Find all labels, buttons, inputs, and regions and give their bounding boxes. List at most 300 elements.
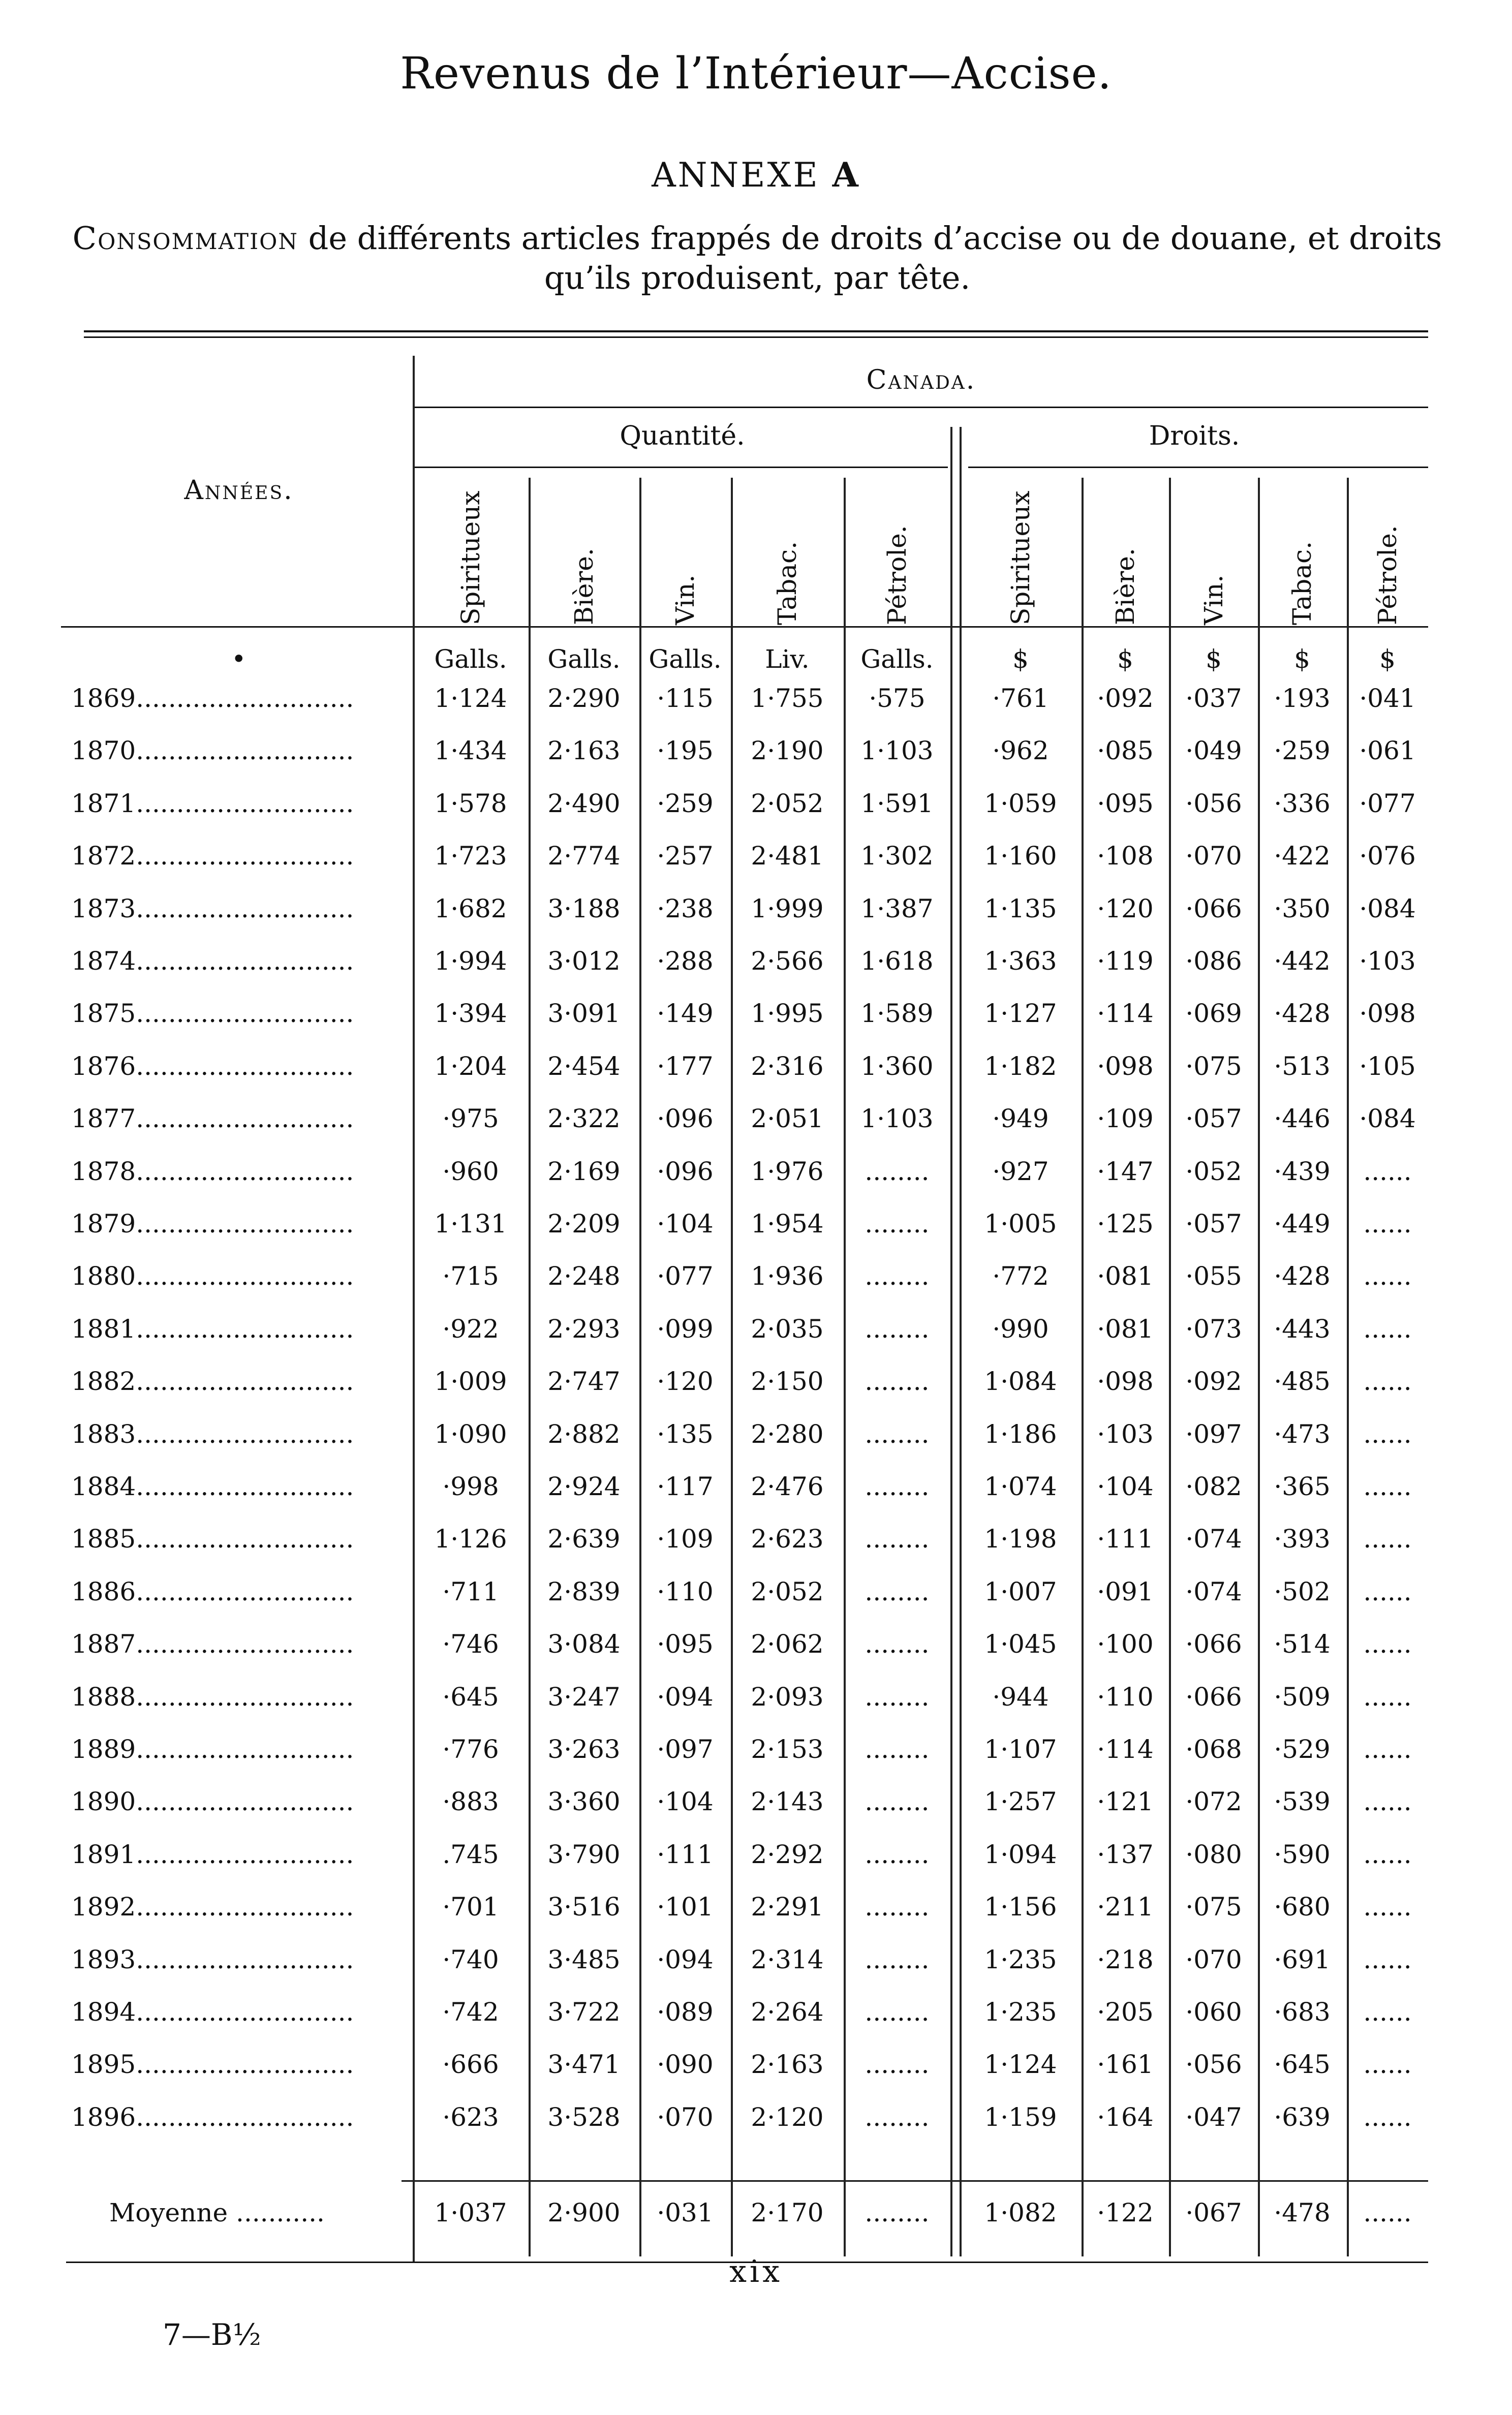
table-cell: ...... (1363, 1629, 1412, 1659)
year-label: 1887 (71, 1629, 136, 1659)
table-cell: 1·045 (984, 1629, 1057, 1659)
table-cell: ...... (1363, 1209, 1412, 1239)
table-cell: 2·623 (751, 1524, 824, 1554)
table-cell: ·639 (1274, 2102, 1331, 2132)
year-leader: ........................... (136, 1735, 354, 1764)
table-cell: 2·143 (751, 1787, 824, 1817)
header-quantity: Quantité. (620, 421, 745, 451)
table-row (0, 1682, 1512, 1735)
top-double-rule (84, 330, 1428, 338)
table-cell: ·998 (442, 1472, 499, 1501)
table-cell: ·091 (1097, 1576, 1154, 1606)
table-cell: 2·292 (751, 1839, 824, 1869)
table-cell: ·055 (1185, 1261, 1242, 1291)
table-cell: ·683 (1274, 1997, 1331, 2027)
table-cell: 1·007 (984, 1576, 1057, 1606)
header-rule-canada (414, 407, 1428, 408)
year-leader: ........................... (136, 1629, 354, 1659)
table-cell: ...... (1363, 1839, 1412, 1869)
table-cell: ·103 (1359, 946, 1416, 976)
table-cell: ·069 (1185, 999, 1242, 1029)
table-cell: ·513 (1274, 1051, 1331, 1081)
annex-heading (0, 155, 1512, 195)
year-cell (71, 1682, 396, 1712)
average-cell: ........ (865, 2198, 930, 2227)
table-cell: ........ (865, 1156, 930, 1186)
table-cell: 2·153 (751, 1735, 824, 1764)
year-cell (71, 789, 396, 818)
year-leader: ........................... (136, 1419, 354, 1449)
table-cell: 3·790 (547, 1839, 621, 1869)
table-cell: ·960 (442, 1156, 499, 1186)
table-cell: ·109 (1097, 1104, 1154, 1134)
table-cell: 1·235 (984, 1997, 1057, 2027)
table-cell: ·085 (1097, 736, 1154, 766)
table-cell: ·761 (992, 684, 1049, 713)
table-cell: ·502 (1274, 1576, 1331, 1606)
average-cell: ·478 (1274, 2198, 1331, 2227)
table-row (0, 1051, 1512, 1104)
table-cell: 1·204 (434, 1051, 507, 1081)
year-leader: ........................... (136, 1314, 354, 1344)
table-cell: ·485 (1274, 1367, 1331, 1397)
table-cell: 2·150 (751, 1367, 824, 1397)
table-cell: 1·159 (984, 2102, 1057, 2132)
table-cell: 1·135 (984, 893, 1057, 923)
table-cell: ·114 (1097, 1735, 1154, 1764)
table-cell: ...... (1363, 1367, 1412, 1397)
table-cell: ........ (865, 1735, 930, 1764)
table-cell: ·094 (657, 1944, 714, 1974)
caption-lead: Consommation (72, 220, 298, 257)
table-cell: ·081 (1097, 1261, 1154, 1291)
table-row (0, 999, 1512, 1051)
table-cell: ...... (1363, 1787, 1412, 1817)
table-cell: ·336 (1274, 788, 1331, 818)
table-cell: ·041 (1359, 684, 1416, 713)
table-cell: ·070 (1185, 841, 1242, 871)
year-leader: ........................... (136, 1156, 354, 1186)
table-cell: 1·976 (751, 1156, 824, 1186)
year-label: 1890 (71, 1787, 136, 1817)
caption-rest: de différents articles frappés de droits d’accise ou de douane, et droits qu’ils produisent, par tête. (298, 220, 1442, 296)
table-cell: ·715 (442, 1261, 499, 1291)
table-cell: ·883 (442, 1787, 499, 1817)
unit-cell: $ (1294, 644, 1310, 674)
table-cell: ........ (865, 1209, 930, 1239)
unit-cell: Galls. (434, 644, 507, 674)
table-cell: 2·291 (751, 1892, 824, 1922)
table-cell: ·104 (1097, 1472, 1154, 1501)
table-row (0, 1840, 1512, 1893)
year-cell (71, 684, 396, 713)
table-cell: ·135 (657, 1419, 714, 1449)
column-header-label: Bière. (569, 548, 599, 625)
table-cell: 1·994 (434, 946, 507, 976)
table-cell: 2·839 (547, 1576, 621, 1606)
page-number: xix (729, 2254, 783, 2289)
table-cell: 2·264 (751, 1997, 824, 2027)
table-cell: ........ (865, 1472, 930, 1501)
column-header-quantity-5 (841, 473, 953, 625)
table-cell: ·645 (1274, 2050, 1331, 2080)
year-leader: ........................... (136, 2102, 354, 2132)
average-cell: ·122 (1097, 2198, 1154, 2227)
table-cell: 3·516 (547, 1892, 621, 1922)
table-cell: 1·387 (860, 893, 934, 923)
table-cell: ·666 (442, 2050, 499, 2080)
table-cell: 2·169 (547, 1156, 621, 1186)
year-label: 1886 (71, 1576, 136, 1606)
unit-cell: Liv. (765, 644, 810, 674)
table-cell: ........ (865, 1314, 930, 1344)
table-row (0, 1524, 1512, 1577)
year-cell (71, 1261, 396, 1291)
table-cell: 1·084 (984, 1367, 1057, 1397)
table-cell: ........ (865, 2050, 930, 2080)
table-row (0, 841, 1512, 894)
table-row (0, 1945, 1512, 1998)
year-label: 1896 (71, 2102, 136, 2132)
table-row (0, 736, 1512, 789)
table-cell: 2·481 (751, 841, 824, 871)
table-cell: ·443 (1274, 1314, 1331, 1344)
table-cell: ·428 (1274, 999, 1331, 1029)
table-cell: ·094 (657, 1682, 714, 1712)
table-cell: ·110 (657, 1576, 714, 1606)
table-cell: ...... (1363, 2050, 1412, 2080)
column-header-label: Spiritueux (456, 490, 485, 625)
table-cell: 1·131 (434, 1209, 507, 1239)
table-cell: ·060 (1185, 1997, 1242, 2027)
table-cell: 1·059 (984, 788, 1057, 818)
year-cell (71, 1735, 396, 1764)
table-cell: ........ (865, 2102, 930, 2132)
table-cell: ·746 (442, 1629, 499, 1659)
table-row (0, 1735, 1512, 1787)
year-label: 1882 (71, 1367, 136, 1397)
table-cell: 3·528 (547, 2102, 621, 2132)
table-cell: ...... (1363, 1997, 1412, 2027)
column-header-label: Pétrole. (1373, 525, 1402, 625)
header-rule-duties (968, 467, 1428, 468)
header-rule-quantity (414, 467, 948, 468)
table-cell: ·238 (657, 893, 714, 923)
year-label: 1888 (71, 1682, 136, 1712)
table-cell: ·082 (1185, 1472, 1242, 1501)
table-cell: ...... (1363, 1314, 1412, 1344)
year-leader: ........................... (136, 788, 354, 818)
table-cell: ·074 (1185, 1576, 1242, 1606)
year-cell (71, 894, 396, 923)
year-cell (71, 2050, 396, 2079)
average-cell: 2·170 (751, 2198, 824, 2227)
table-cell: ...... (1363, 1735, 1412, 1764)
table-cell: 3·247 (547, 1682, 621, 1712)
year-cell (71, 1629, 396, 1659)
table-cell: ·097 (1185, 1419, 1242, 1449)
year-label: 1895 (71, 2050, 136, 2080)
table-cell: ·740 (442, 1944, 499, 1974)
table-cell: ·195 (657, 736, 714, 766)
table-cell: 2·120 (751, 2102, 824, 2132)
table-cell: ·922 (442, 1314, 499, 1344)
table-cell: 2·190 (751, 736, 824, 766)
year-leader: ........................... (136, 999, 354, 1029)
page-title: Revenus de l’Intérieur—Accise. (400, 48, 1112, 99)
table-cell: ·125 (1097, 1209, 1154, 1239)
table-cell: ...... (1363, 1576, 1412, 1606)
table-cell: 2·490 (547, 788, 621, 818)
table-cell: 3·263 (547, 1735, 621, 1764)
column-header-label: Bière. (1110, 548, 1140, 625)
table-cell: ·575 (869, 684, 925, 713)
table-cell: ·449 (1274, 1209, 1331, 1239)
table-cell: ·393 (1274, 1524, 1331, 1554)
table-cell: ·257 (657, 841, 714, 871)
annex-word: ANNEXE (652, 156, 820, 195)
table-cell: 1·124 (984, 2050, 1057, 2080)
table-cell: ·117 (657, 1472, 714, 1501)
year-leader: ........................... (136, 2050, 354, 2080)
table-cell: ·927 (992, 1156, 1049, 1186)
table-cell: ........ (865, 1419, 930, 1449)
year-label: 1883 (71, 1419, 136, 1449)
unit-cell: Galls. (860, 644, 934, 674)
year-label: 1885 (71, 1524, 136, 1554)
table-cell: ·590 (1274, 1839, 1331, 1869)
year-leader: ........................... (136, 1104, 354, 1134)
year-label: 1875 (71, 999, 136, 1029)
unit-cell: Galls. (649, 644, 722, 674)
table-cell: ...... (1363, 1524, 1412, 1554)
table-cell: ·098 (1097, 1367, 1154, 1397)
year-label: 1894 (71, 1997, 136, 2027)
table-row (0, 1997, 1512, 2050)
table-cell: ·711 (442, 1576, 499, 1606)
table-cell: 2·035 (751, 1314, 824, 1344)
table-cell: 1·090 (434, 1419, 507, 1449)
table-cell: 3·012 (547, 946, 621, 976)
year-label: 1893 (71, 1944, 136, 1974)
average-top-rule (402, 2180, 1428, 2182)
table-cell: ·075 (1185, 1051, 1242, 1081)
table-cell: ...... (1363, 1261, 1412, 1291)
table-cell: 2·051 (751, 1104, 824, 1134)
table-cell: 2·163 (751, 2050, 824, 2080)
table-row (0, 1104, 1512, 1157)
year-label: 1891 (71, 1839, 136, 1869)
year-cell (71, 1840, 396, 1869)
table-cell: ·193 (1274, 684, 1331, 713)
header-years: Années. (184, 475, 294, 506)
unit-cell: Galls. (547, 644, 621, 674)
unit-cell: $ (1379, 644, 1396, 674)
table-cell: ·120 (1097, 893, 1154, 923)
table-cell: 2·052 (751, 1576, 824, 1606)
table-cell: 1·009 (434, 1367, 507, 1397)
average-row (0, 2198, 1512, 2251)
table-row (0, 789, 1512, 842)
table-cell: ·052 (1185, 1156, 1242, 1186)
year-label: 1892 (71, 1892, 136, 1922)
table-row (0, 1261, 1512, 1314)
table-cell: ........ (865, 1261, 930, 1291)
table-cell: ·097 (657, 1735, 714, 1764)
table-cell: ·092 (1097, 684, 1154, 713)
year-leader: ........................... (136, 1524, 354, 1554)
unit-cell: $ (1206, 644, 1222, 674)
table-cell: 2·476 (751, 1472, 824, 1501)
table-cell: ·109 (657, 1524, 714, 1554)
column-header-label: Spiritueux (1006, 490, 1035, 625)
table-cell: ·623 (442, 2102, 499, 2132)
table-cell: 1·186 (984, 1419, 1057, 1449)
table-cell: ·514 (1274, 1629, 1331, 1659)
table-cell: 2·639 (547, 1524, 621, 1554)
table-cell: ·539 (1274, 1787, 1331, 1817)
table-cell: ·442 (1274, 946, 1331, 976)
table-cell: ·742 (442, 1997, 499, 2027)
table-cell: 1·107 (984, 1735, 1057, 1764)
table-cell: 2·924 (547, 1472, 621, 1501)
table-cell: 1·160 (984, 841, 1057, 871)
table-cell: ·944 (992, 1682, 1049, 1712)
table-cell: 1·094 (984, 1839, 1057, 1869)
table-row (0, 1419, 1512, 1472)
unit-cell: $ (1012, 644, 1029, 674)
table-cell: ·772 (992, 1261, 1049, 1291)
table-cell: ·104 (657, 1787, 714, 1817)
column-header-quantity-3 (629, 473, 741, 625)
table-cell: ·422 (1274, 841, 1331, 871)
table-cell: ·161 (1097, 2050, 1154, 2080)
table-cell: ........ (865, 1629, 930, 1659)
year-leader: ........................... (136, 1472, 354, 1501)
table-cell: 1·103 (860, 736, 934, 766)
header-canada: Canada. (866, 365, 976, 395)
year-cell (71, 1367, 396, 1396)
year-label: 1870 (71, 736, 136, 766)
table-row (0, 1209, 1512, 1262)
table-cell: ·070 (657, 2102, 714, 2132)
table-cell: 1·127 (984, 999, 1057, 1029)
table-cell: ·104 (657, 1209, 714, 1239)
table-cell: ·066 (1185, 1629, 1242, 1659)
signature-mark: 7—B½ (163, 2317, 261, 2352)
table-cell: 2·566 (751, 946, 824, 976)
year-cell (71, 1997, 396, 2027)
table-cell: 2·062 (751, 1629, 824, 1659)
table-cell: ·350 (1274, 893, 1331, 923)
table-cell: 1·434 (434, 736, 507, 766)
table-cell: ·439 (1274, 1156, 1331, 1186)
table-cell: ·072 (1185, 1787, 1242, 1817)
table-cell: ........ (865, 1524, 930, 1554)
table-cell: ........ (865, 1944, 930, 1974)
table-cell: ·084 (1359, 1104, 1416, 1134)
year-cell (71, 1945, 396, 1974)
table-cell: 2·774 (547, 841, 621, 871)
table-cell: 1·591 (860, 788, 934, 818)
table-row (0, 1314, 1512, 1367)
table-cell: ·070 (1185, 1944, 1242, 1974)
table-cell: ·103 (1097, 1419, 1154, 1449)
table-cell: ·066 (1185, 893, 1242, 923)
year-label: 1881 (71, 1314, 136, 1344)
table-cell: ·057 (1185, 1104, 1242, 1134)
table-cell: 1·235 (984, 1944, 1057, 1974)
table-cell: 1·182 (984, 1051, 1057, 1081)
year-cell (71, 1419, 396, 1449)
table-cell: ·075 (1185, 1892, 1242, 1922)
table-cell: ·509 (1274, 1682, 1331, 1712)
year-leader: ........................... (136, 1944, 354, 1974)
table-cell: ·096 (657, 1104, 714, 1134)
table-cell: 2·163 (547, 736, 621, 766)
table-cell: ·120 (657, 1367, 714, 1397)
table-cell: 3·360 (547, 1787, 621, 1817)
header-duties: Droits. (1149, 421, 1240, 451)
year-cell (71, 1892, 396, 1922)
header-bottom-rule (61, 626, 1428, 628)
column-header-label: Pétrole. (882, 525, 912, 625)
table-row (0, 894, 1512, 947)
average-leader: ........... (236, 2198, 325, 2227)
year-leader: ........................... (136, 841, 354, 871)
column-header-label: Vin. (1199, 574, 1228, 625)
table-cell: ·105 (1359, 1051, 1416, 1081)
year-cell (71, 736, 396, 765)
table-cell: ·147 (1097, 1156, 1154, 1186)
table-row (0, 684, 1512, 736)
table-row (0, 1472, 1512, 1525)
table-cell: ·047 (1185, 2102, 1242, 2132)
year-cell (71, 1577, 396, 1606)
table-cell: ·259 (657, 788, 714, 818)
table-cell: 1·302 (860, 841, 934, 871)
table-cell: 1·578 (434, 788, 507, 818)
table-cell: ·061 (1359, 736, 1416, 766)
year-label: 1872 (71, 841, 136, 871)
table-cell: ·077 (1359, 788, 1416, 818)
table-cell: ·111 (657, 1839, 714, 1869)
year-leader: ........................... (136, 1787, 354, 1817)
average-cell: 2·900 (547, 2198, 621, 2227)
year-label: 1879 (71, 1209, 136, 1239)
table-cell: ........ (865, 1787, 930, 1817)
table-row (0, 1577, 1512, 1630)
table-cell: .745 (442, 1839, 499, 1869)
table-cell: 1·257 (984, 1787, 1057, 1817)
column-header-duties-5 (1332, 473, 1443, 625)
table-cell: 1·005 (984, 1209, 1057, 1239)
year-label: 1876 (71, 1051, 136, 1081)
table-cell: 1·074 (984, 1472, 1057, 1501)
table-cell: 2·454 (547, 1051, 621, 1081)
average-cell: ...... (1363, 2198, 1412, 2227)
table-cell: ·121 (1097, 1787, 1154, 1817)
table-cell: ·691 (1274, 1944, 1331, 1974)
table-row (0, 1367, 1512, 1419)
table-cell: ·086 (1185, 946, 1242, 976)
table-cell: 2·209 (547, 1209, 621, 1239)
table-cell: ·057 (1185, 1209, 1242, 1239)
table-cell: 1·755 (751, 684, 824, 713)
year-leader: ........................... (136, 1682, 354, 1712)
table-row (0, 2050, 1512, 2102)
table-cell: ...... (1363, 1419, 1412, 1449)
